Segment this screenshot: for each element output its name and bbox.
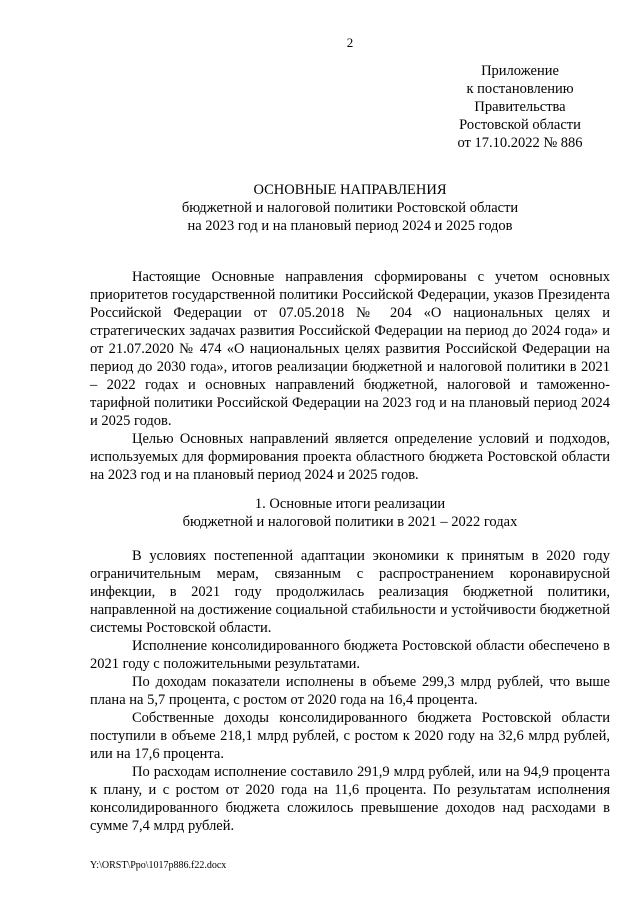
section-heading	[0, 495, 640, 531]
appendix-line: Приложение	[481, 63, 559, 79]
intro-section	[90, 268, 610, 484]
section1-body	[90, 547, 610, 835]
section-paragraph: По расходам исполнение составило 291,9 млрд рублей, или на 94,9 процента к плану, и с ростом от 2020 года на 11,6 процента. По результатам исполнения консолидированного бюджета сложилось превышение доходов над расходами в сумме 7,4 млрд рублей.	[90, 764, 610, 834]
appendix-line: от 17.10.2022 № 886	[457, 135, 583, 151]
appendix-line: Правительства	[474, 99, 566, 115]
section-paragraph: По доходам показатели исполнены в объеме 299,3 млрд рублей, что выше плана на 5,7 процента, с ростом от 2020 года на 16,4 процента.	[90, 674, 610, 708]
appendix-line: к постановлению	[466, 81, 574, 97]
section-paragraph: Собственные доходы консолидированного бюджета Ростовской области поступили в объеме 218,1 млрд рублей, с ростом к 2020 году на 32,6 млрд рублей, или на 17,6 процента.	[90, 710, 610, 762]
title-line: ОСНОВНЫЕ НАПРАВЛЕНИЯ	[253, 182, 447, 198]
section-paragraph: В условиях постепенной адаптации экономики к принятым в 2020 году ограничительным мерам, связанным с распространением коронавирусной инфекции, в 2021 году продолжилась реализация бюджетной политики, направленной на достижение социальной стабильности и устойчивости бюджетной системы Ростовской области.	[90, 548, 610, 636]
intro-paragraph: Настоящие Основные направления сформированы с учетом основных приоритетов государственной политики Российской Федерации, указов Президента Российской Федерации от 07.05.2018 № 204 «О национальных целях и стратегических задачах развития Российской Федерации на период до 2024 года» и от 21.07.2020 № 474 «О национальных целях развития Российской Федерации на период до 2030 года», итогов реализации бюджетной и налоговой политики в 2021 – 2022 годах и основных направлений бюджетной, налоговой и таможенно-тарифной политики Российской Федерации на 2023 год и на плановый период 2024 и 2025 годов.	[90, 269, 610, 429]
section-heading-line: бюджетной и налоговой политики в 2021 – 2022 годах	[182, 514, 518, 530]
document-title	[0, 181, 640, 235]
appendix-block	[430, 62, 610, 152]
section-paragraph: Исполнение консолидированного бюджета Ростовской области обеспечено в 2021 году с положительными результатами.	[90, 638, 610, 672]
file-path-footer: Y:\ORST\Ppo\1017p886.f22.docx	[90, 860, 227, 871]
title-line: на 2023 год и на плановый период 2024 и 2025 годов	[187, 218, 513, 234]
appendix-line: Ростовской области	[459, 117, 581, 133]
intro-paragraph: Целью Основных направлений является определение условий и подходов, используемых для формирования проекта областного бюджета Ростовской области на 2023 год и на плановый период 2024 и 2025 годов.	[90, 431, 610, 483]
page-number: 2	[346, 35, 354, 50]
section-heading-line: 1. Основные итоги реализации	[254, 496, 446, 512]
title-line: бюджетной и налоговой политики Ростовской области	[181, 200, 519, 216]
